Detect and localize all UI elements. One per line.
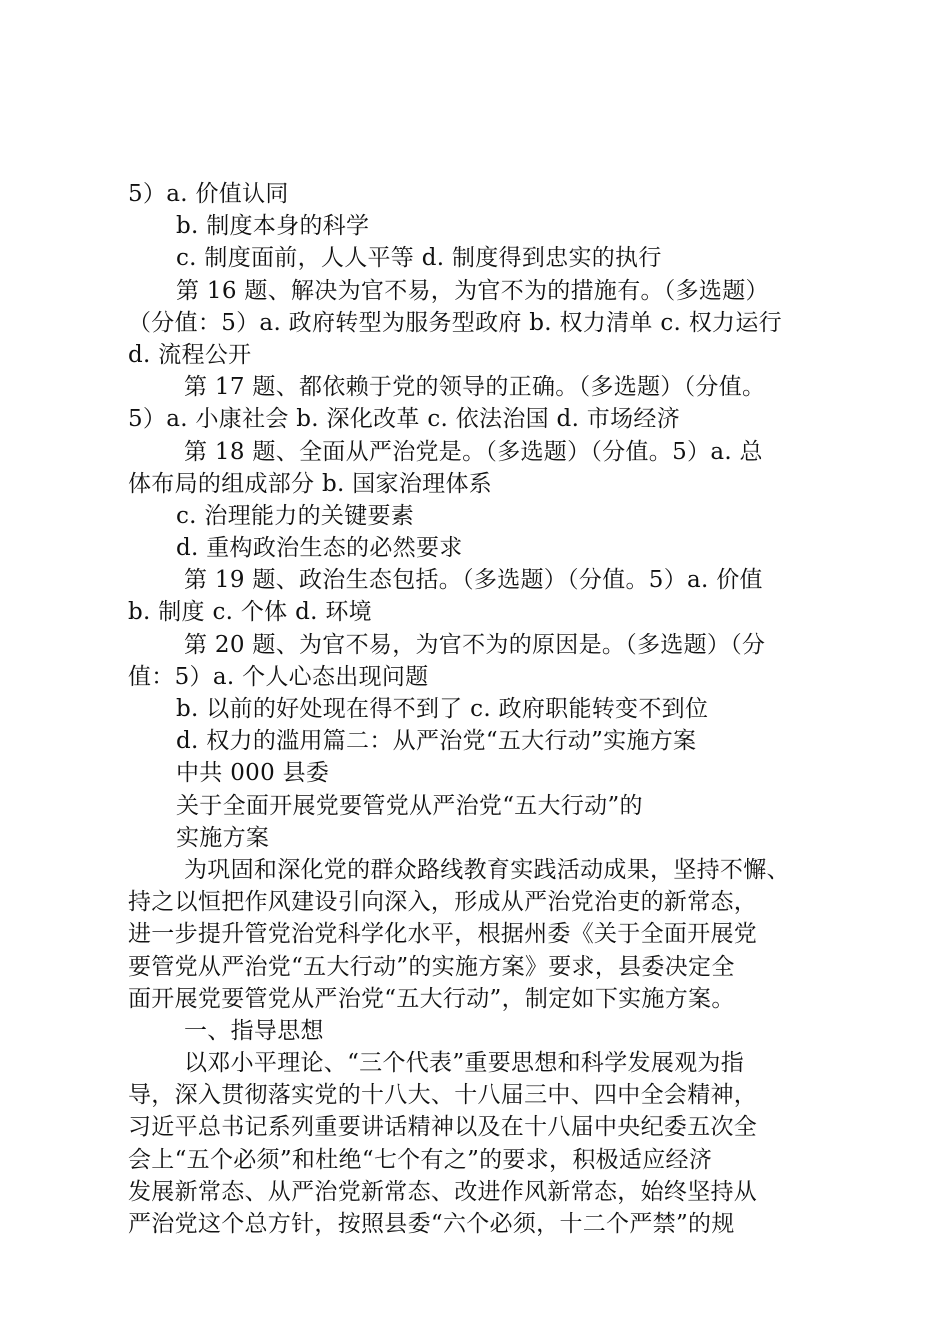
text-line: b. 制度本身的科学 [176,213,370,240]
text-line: 第 17 题、都依赖于党的领导的正确。（多选题）（分值。 [184,374,766,401]
text-line: 发展新常态、从严治党新常态、改进作风新常态，始终坚持从 [128,1178,758,1205]
text-line: 一、指导思想 [184,1017,324,1044]
text-line: 会上“五个必须”和杜绝“七个有之”的要求，积极适应经济 [128,1146,713,1173]
text-line: 第 20 题、为官不易，为官不为的原因是。（多选题）（分 [184,631,766,658]
text-line: d. 重构政治生态的必然要求 [176,535,463,562]
text-line: 体布局的组成部分 b. 国家治理体系 [128,470,493,497]
text-line: 持之以恒把作风建设引向深入，形成从严治党治吏的新常态， [128,889,758,916]
text-line: 导，深入贯彻落实党的十八大、十八届三中、四中全会精神， [128,1082,758,1109]
text-line: 值：5）a. 个人心态出现问题 [128,663,429,690]
text-line: 面开展党要管党从严治党“五大行动”，制定如下实施方案。 [128,985,735,1012]
text-line: c. 制度面前，人人平等 d. 制度得到忠实的执行 [176,245,662,272]
text-line: 严治党这个总方针，按照县委“六个必须，十二个严禁”的规 [128,1211,735,1237]
text-line: 为巩固和深化党的群众路线教育实践活动成果，坚持不懈、 [184,856,790,883]
text-line: 实施方案 [176,824,270,851]
text-line: （分值：5）a. 政府转型为服务型政府 b. 权力清单 c. 权力运行 [128,309,782,336]
text-line: 关于全面开展党要管党从严治党“五大行动”的 [176,792,643,819]
text-line: b. 制度 c. 个体 d. 环境 [128,599,372,626]
text-line: 习近平总书记系列重要讲话精神以及在十八届中央纪委五次全 [128,1114,758,1141]
text-line: 5）a. 小康社会 b. 深化改革 c. 依法治国 d. 市场经济 [128,406,680,433]
text-line: 以邓小平理论、“三个代表”重要思想和科学发展观为指 [184,1050,745,1077]
document-body [128,178,832,1240]
text-line: b. 以前的好处现在得不到了 c. 政府职能转变不到位 [176,696,709,722]
text-line: 5）a. 价值认同 [128,181,289,207]
text-line: 第 16 题、解决为官不易，为官不为的措施有。（多选题） [176,277,769,304]
text-line: 第 18 题、全面从严治党是。（多选题）（分值。5）a. 总 [184,438,763,465]
text-line: 第 19 题、政治生态包括。（多选题）（分值。5）a. 价值 [184,567,763,594]
text-line: c. 治理能力的关键要素 [176,502,415,529]
text-line: 进一步提升管党治党科学化水平，根据州委《关于全面开展党 [128,921,758,948]
text-line: d. 流程公开 [128,341,252,368]
text-line: 要管党从严治党“五大行动”的实施方案》要求，县委决定全 [128,953,735,980]
text-line: 中共 000 县委 [176,760,330,787]
text-line: d. 权力的滥用篇二：从严治党“五大行动”实施方案 [176,728,697,755]
